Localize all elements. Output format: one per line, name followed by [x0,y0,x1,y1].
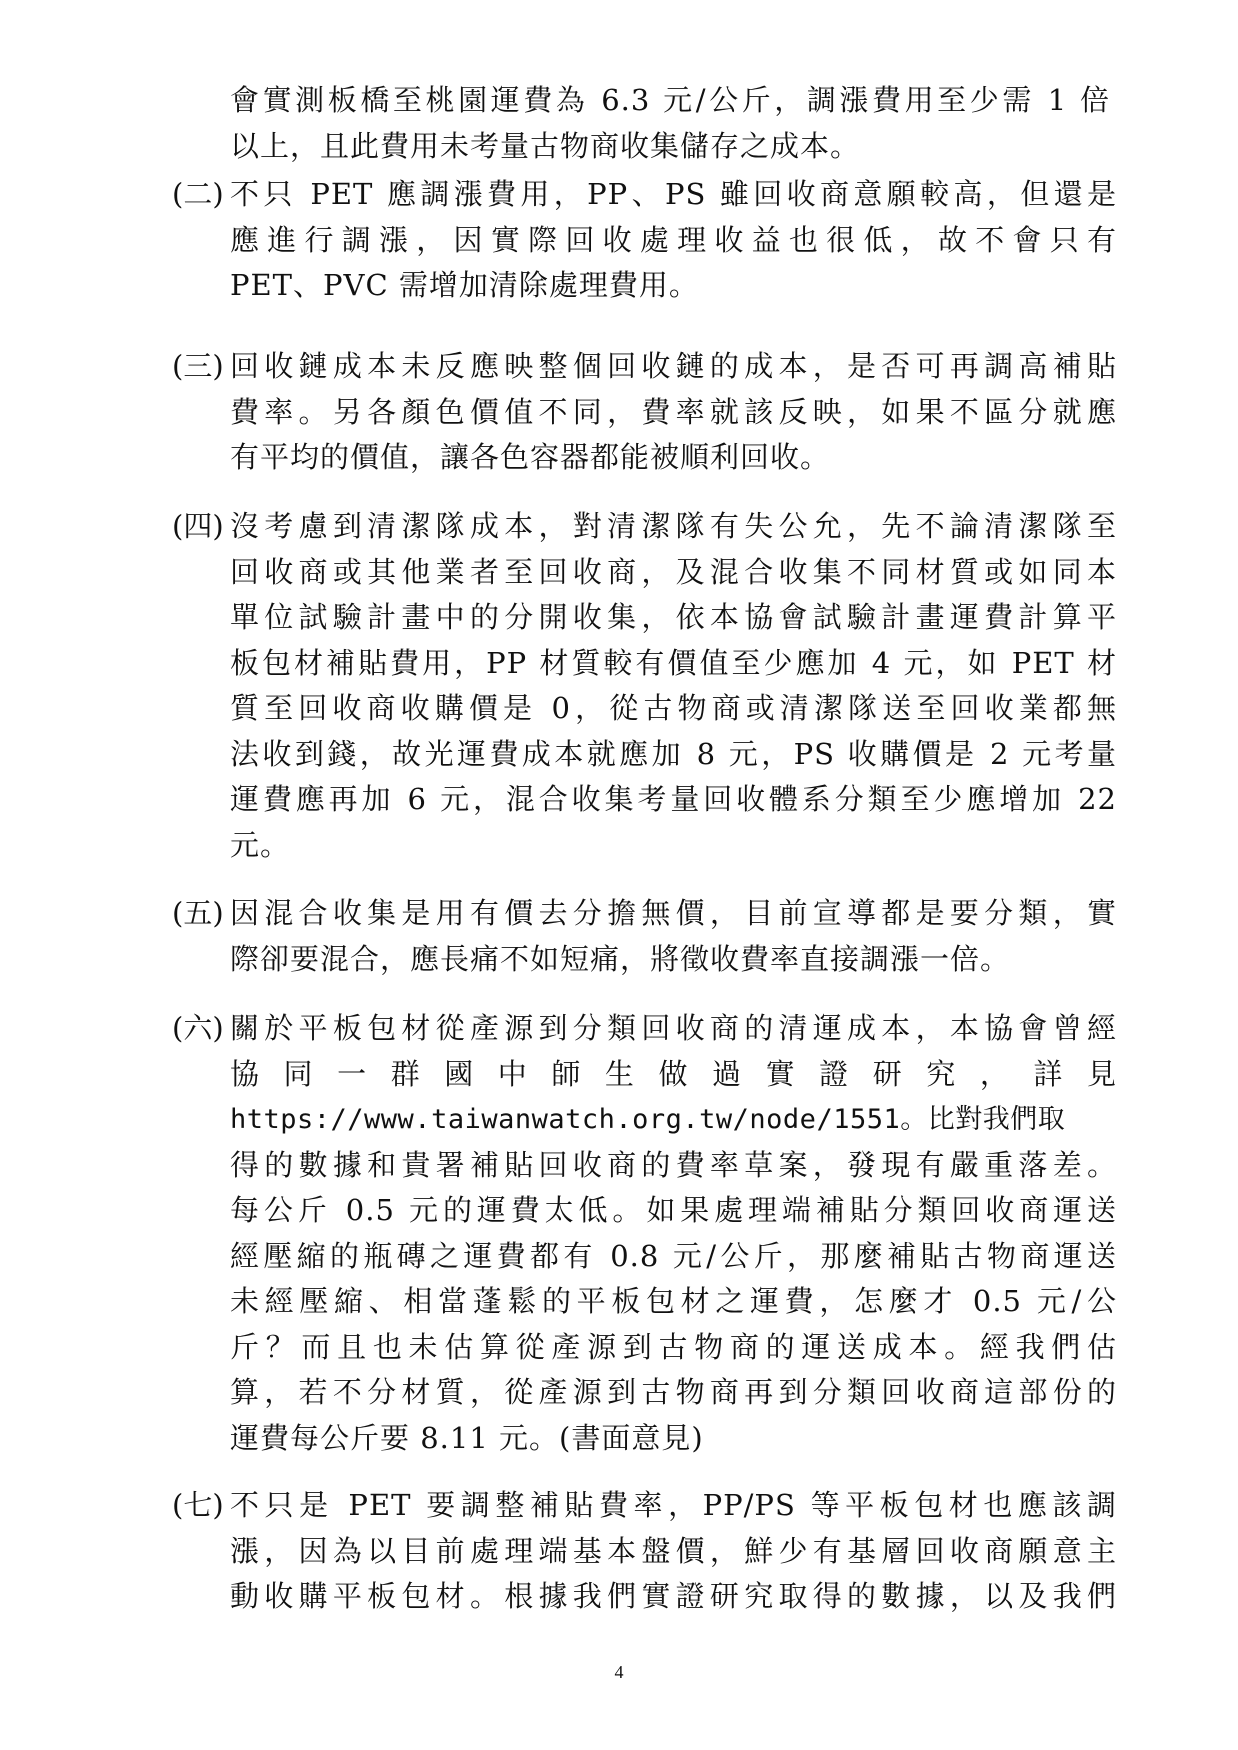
list-marker: (六) [172,1011,224,1045]
text-line: 會實測板橋至桃園運費為 6.3 元/公斤，調漲費用至少需 1 倍 [230,83,1110,117]
list-item-3 [172,344,1117,481]
list-item-body [230,504,1117,868]
list-item-7 [172,1483,1117,1620]
list-item-2 [172,172,1117,309]
list-item-body [230,172,1117,309]
text-line: 回收鏈成本未反應映整個回收鏈的成本，是否可再調高補貼 [230,349,1117,383]
continuation-paragraph [230,78,1110,169]
text-line: 運費應再加 6 元，混合收集考量回收體系分類至少應增加 22 [230,782,1117,816]
list-item-4 [172,504,1117,868]
text-line-url: https://www.taiwanwatch.org.tw/node/1551。比對我們取 [230,1104,1066,1135]
text-line: 費率。另各顏色價值不同，費率就該反映，如果不區分就應 [230,394,1117,429]
text-line: 際卻要混合，應長痛不如短痛，將徵收費率直接調漲一倍。 [230,941,1011,976]
text-line: 得的數據和貴署補貼回收商的費率草案，發現有嚴重落差。 [230,1147,1117,1182]
text-line: 單位試驗計畫中的分開收集，依本協會試驗計畫運費計算平 [230,600,1117,634]
continuation-body [230,78,1110,169]
text-line: 元。 [230,827,291,862]
text-line: 應進行調漲，因實際回收處理收益也很低，故不會只有 [230,222,1117,257]
text-line: 運費每公斤要 8.11 元。(書面意見) [230,1420,704,1455]
text-line: 算，若不分材質，從產源到古物商再到分類回收商這部份的 [230,1375,1117,1409]
text-line: 回收商或其他業者至回收商，及混合收集不同材質或如同本 [230,554,1117,589]
list-marker: (四) [172,509,224,543]
list-marker: (五) [172,896,224,930]
text-line: 斤？而且也未估算從產源到古物商的運送成本。經我們估 [230,1329,1117,1364]
list-item-body [230,1483,1117,1620]
text-line: 沒考慮到清潔隊成本，對清潔隊有失公允，先不論清潔隊至 [230,509,1117,543]
text-line: 不只 PET 應調漲費用，PP、PS 雖回收商意願較高，但還是 [230,177,1117,211]
text-line: 有平均的價值，讓各色容器都能被順利回收。 [230,440,831,474]
text-line: 不只是 PET 要調整補貼費率，PP/PS 等平板包材也應該調 [230,1488,1117,1522]
text-line: 經壓縮的瓶磚之運費都有 0.8 元/公斤，那麼補貼古物商運送 [230,1238,1117,1273]
list-item-body [230,344,1117,481]
list-item-body [230,1006,1117,1461]
text-line: 動收購平板包材。根據我們實證研究取得的數據，以及我們 [230,1579,1117,1613]
page-number: 4 [614,1662,624,1682]
list-item-6 [172,1006,1117,1461]
list-marker: (七) [172,1488,224,1522]
text-line: 每公斤 0.5 元的運費太低。如果處理端補貼分類回收商運送 [230,1193,1117,1227]
text-line: 協 同 一 群 國 中 師 生 做 過 實 證 研 究 ， 詳 見 [230,1056,1117,1091]
text-line: 未經壓縮、相當蓬鬆的平板包材之運費，怎麼才 0.5 元/公 [230,1284,1117,1318]
text-line: 質至回收商收購價是 0，從古物商或清潔隊送至回收業都無 [230,691,1117,725]
list-item-5 [172,891,1117,982]
text-line: 板包材補貼費用，PP 材質較有價值至少應加 4 元，如 PET 材 [230,645,1117,680]
text-line: 漲，因為以目前處理端基本盤價，鮮少有基層回收商願意主 [230,1533,1117,1568]
text-line: 以上，且此費用未考量古物商收集儲存之成本。 [230,128,861,163]
text-line: 法收到錢，故光運費成本就應加 8 元，PS 收購價是 2 元考量 [230,736,1117,771]
list-item-body [230,891,1117,982]
text-line: 關於平板包材從產源到分類回收商的清運成本，本協會曾經 [230,1011,1117,1045]
list-marker: (三) [172,349,224,383]
text-line: PET、PVC 需增加清除處理費用。 [230,268,699,302]
text-line: 因混合收集是用有價去分擔無價，目前宣導都是要分類，實 [230,896,1117,930]
list-marker: (二) [172,177,224,211]
